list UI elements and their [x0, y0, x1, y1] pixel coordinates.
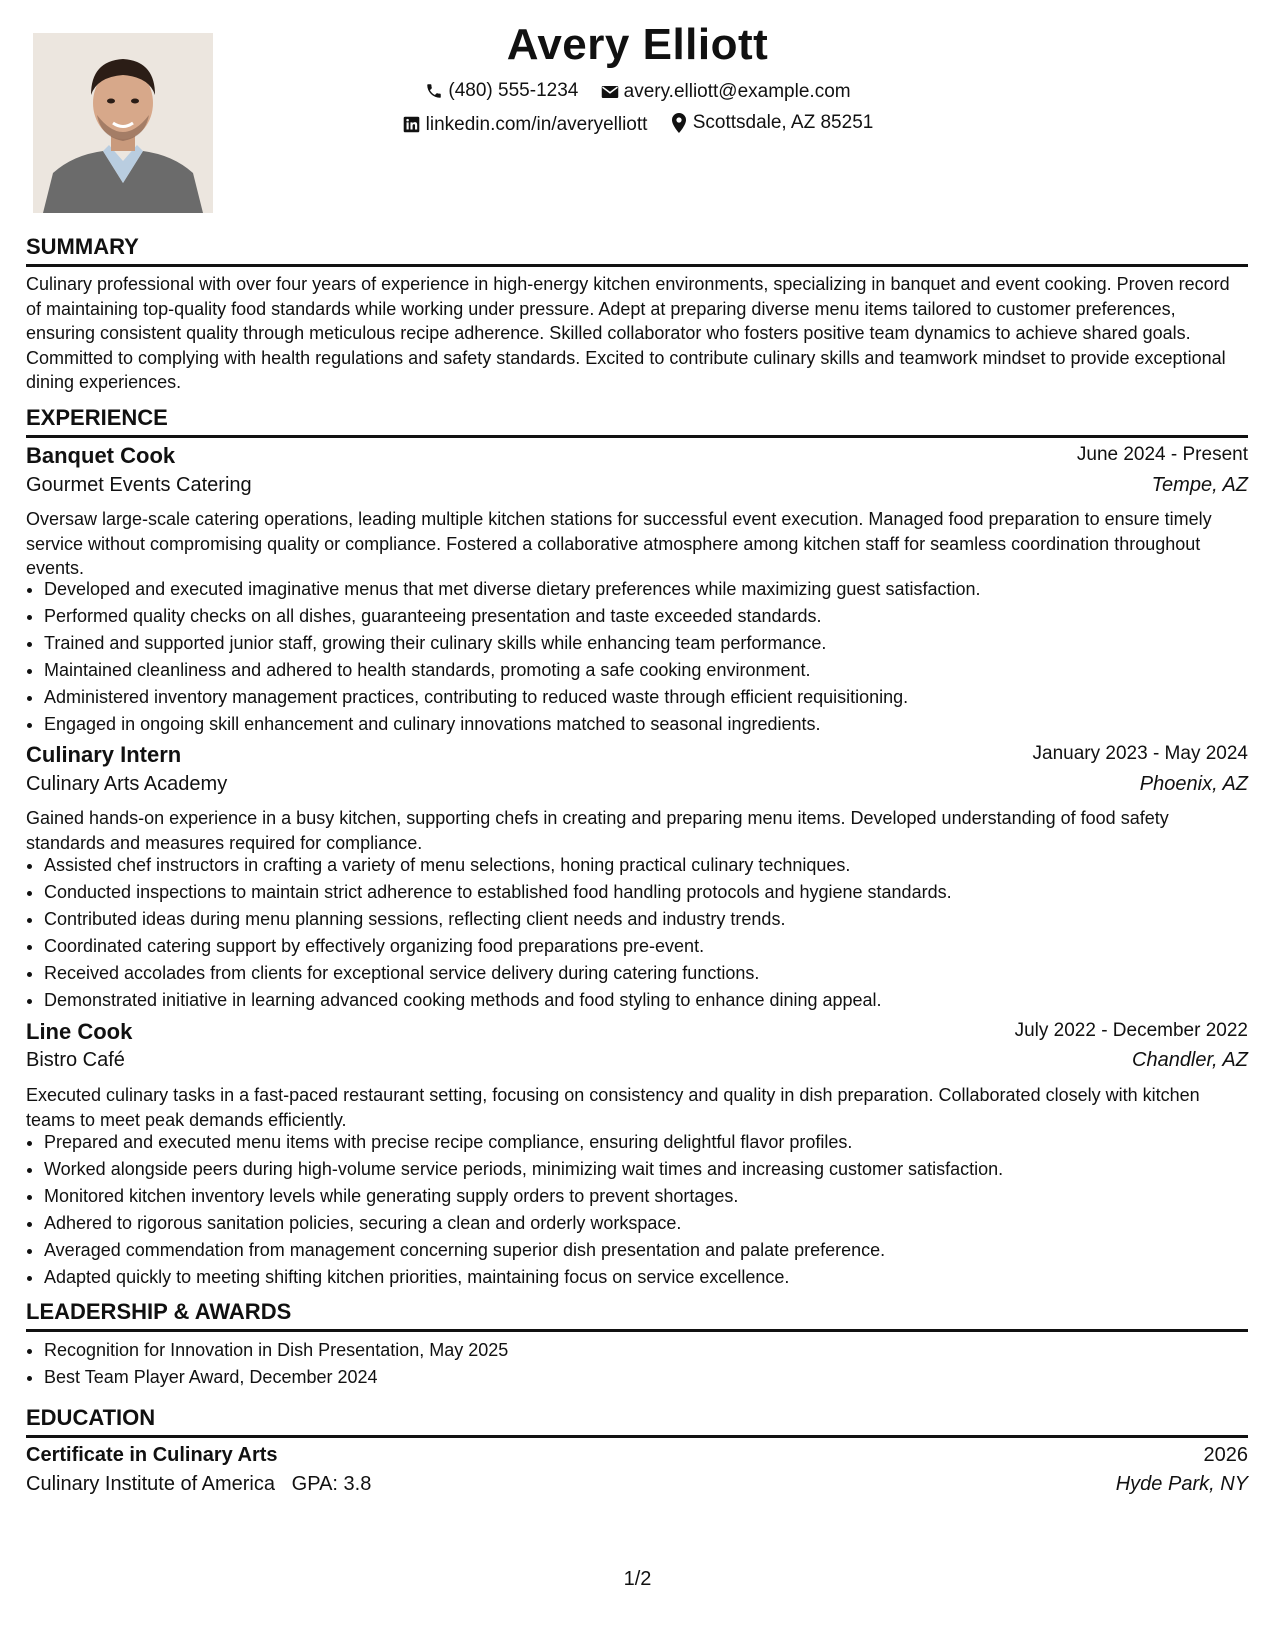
education-location: Hyde Park, NY [1115, 1473, 1248, 1495]
list-item: • Worked alongside peers during high-volume service periods, minimizing wait times and increasing customer satisfaction. [44, 1156, 1266, 1183]
job-description: Executed culinary tasks in a fast-paced restaurant setting, focusing on consistency and quality in dish preparation. Collaborated closely with kitchen teams to meet peak demands efficiently. [26, 1085, 1200, 1130]
job-location: Phoenix, AZ [1139, 773, 1248, 795]
job-dates: January 2023 - May 2024 [1032, 743, 1248, 764]
contact-linkedin[interactable] [402, 114, 648, 136]
phone-icon [424, 81, 444, 101]
contact-phone [424, 80, 578, 102]
education-year: 2026 [1203, 1444, 1248, 1466]
list-item: • Demonstrated initiative in learning advanced cooking methods and food styling to enhance dining appeal. [44, 987, 1266, 1014]
list-item: • Received accolades from clients for exceptional service delivery during catering functions. [44, 960, 1266, 987]
contact-row-secondary [0, 112, 1275, 139]
linkedin-icon [402, 115, 422, 135]
candidate-name: Avery Elliott [506, 20, 769, 69]
list-item: • Adapted quickly to meeting shifting kitchen priorities, maintaining focus on service excellence. [44, 1264, 1266, 1291]
awards-list [26, 1337, 1266, 1391]
list-item: • Performed quality checks on all dishes, guaranteeing presentation and taste exceeded standards. [44, 603, 1266, 630]
job-organization: Bistro Café [26, 1049, 125, 1071]
contact-location [669, 112, 874, 134]
location-text: Scottsdale, AZ 85251 [692, 112, 874, 133]
list-item: • Developed and executed imaginative menus that met diverse dietary preferences while maximizing guest satisfaction. [44, 576, 1266, 603]
job-bullet-list [26, 576, 1266, 738]
job-title: Line Cook [26, 1019, 133, 1044]
list-item: • Averaged commendation from management concerning superior dish presentation and palate preference. [44, 1237, 1266, 1264]
job-title: Banquet Cook [26, 443, 176, 468]
job-location: Chandler, AZ [1132, 1049, 1248, 1071]
envelope-icon [600, 82, 620, 102]
job-organization: Culinary Arts Academy [26, 773, 228, 795]
job-bullet-list [26, 1129, 1266, 1291]
summary-text: Culinary professional with over four years of experience in high-energy kitchen environments, specializing in banquet and event cooking. Proven record of maintaining top-quality food standards while working under pressure. Adept at preparing diverse menu items tailored to customer preferences, ensuring consistent quality through meticulous recipe adherence. Skilled collaborator who fosters positive team dynamics to achieve shared goals. Committed to complying with health regulations and safety standards. Excited to contribute culinary skills and teamwork mindset to provide exceptional dining experiences. [26, 274, 1230, 392]
list-item: • Assisted chef instructors in crafting a variety of menu selections, honing practical culinary techniques. [44, 852, 1266, 879]
job-bullet-list [26, 852, 1266, 1014]
page-number: 1/2 [623, 1568, 652, 1590]
job-title: Culinary Intern [26, 742, 182, 767]
map-pin-icon [669, 113, 689, 133]
list-item: • Engaged in ongoing skill enhancement and culinary innovations matched to seasonal ingredients. [44, 711, 1266, 738]
list-item: • Recognition for Innovation in Dish Presentation, May 2025 [44, 1337, 1266, 1364]
section-title-experience: EXPERIENCE [26, 405, 1248, 438]
education-school-line [26, 1473, 371, 1496]
job-dates: June 2024 - Present [1076, 444, 1248, 465]
job-description: Oversaw large-scale catering operations, leading multiple kitchen stations for successful event execution. Managed food preparation to ensure timely service without compromising quality or compliance. Fostered a collaborative atmosphere among kitchen staff for seamless coordination throughout events. [26, 509, 1212, 578]
section-title-summary: SUMMARY [26, 234, 1248, 267]
job-dates: July 2022 - December 2022 [1014, 1020, 1248, 1041]
list-item: • Adhered to rigorous sanitation policies, securing a clean and orderly workspace. [44, 1210, 1266, 1237]
list-item: • Coordinated catering support by effectively organizing food preparations pre-event. [44, 933, 1266, 960]
section-title-education: EDUCATION [26, 1405, 1248, 1438]
section-title-leadership: LEADERSHIP & AWARDS [26, 1299, 1248, 1332]
contact-row-primary [0, 80, 1275, 106]
job-location: Tempe, AZ [1151, 474, 1248, 496]
list-item: • Trained and supported junior staff, growing their culinary skills while enhancing team performance. [44, 630, 1266, 657]
job-description: Gained hands-on experience in a busy kitchen, supporting chefs in creating and preparing menu items. Developed understanding of food safety standards and measures required for compliance. [26, 808, 1169, 853]
list-item: • Prepared and executed menu items with precise recipe compliance, ensuring delightful flavor profiles. [44, 1129, 1266, 1156]
education-school: Culinary Institute of America [26, 1473, 275, 1495]
email-text[interactable]: avery.elliott@example.com [623, 81, 851, 102]
list-item: • Conducted inspections to maintain strict adherence to established food handling protocols and hygiene standards. [44, 879, 1266, 906]
phone-text: (480) 555-1234 [448, 80, 579, 101]
list-item: • Monitored kitchen inventory levels while generating supply orders to prevent shortages. [44, 1183, 1266, 1210]
linkedin-text[interactable]: linkedin.com/in/averyelliott [425, 113, 648, 135]
list-item: • Administered inventory management practices, contributing to reduced waste through efficient requisitioning. [44, 684, 1266, 711]
education-gpa: GPA: 3.8 [291, 1473, 372, 1495]
job-organization: Gourmet Events Catering [26, 474, 252, 496]
list-item: • Maintained cleanliness and adhered to health standards, promoting a safe cooking environment. [44, 657, 1266, 684]
list-item: • Contributed ideas during menu planning sessions, reflecting client needs and industry trends. [44, 906, 1266, 933]
education-degree: Certificate in Culinary Arts [26, 1444, 278, 1466]
list-item: • Best Team Player Award, December 2024 [44, 1364, 1266, 1391]
contact-email[interactable] [600, 81, 851, 103]
